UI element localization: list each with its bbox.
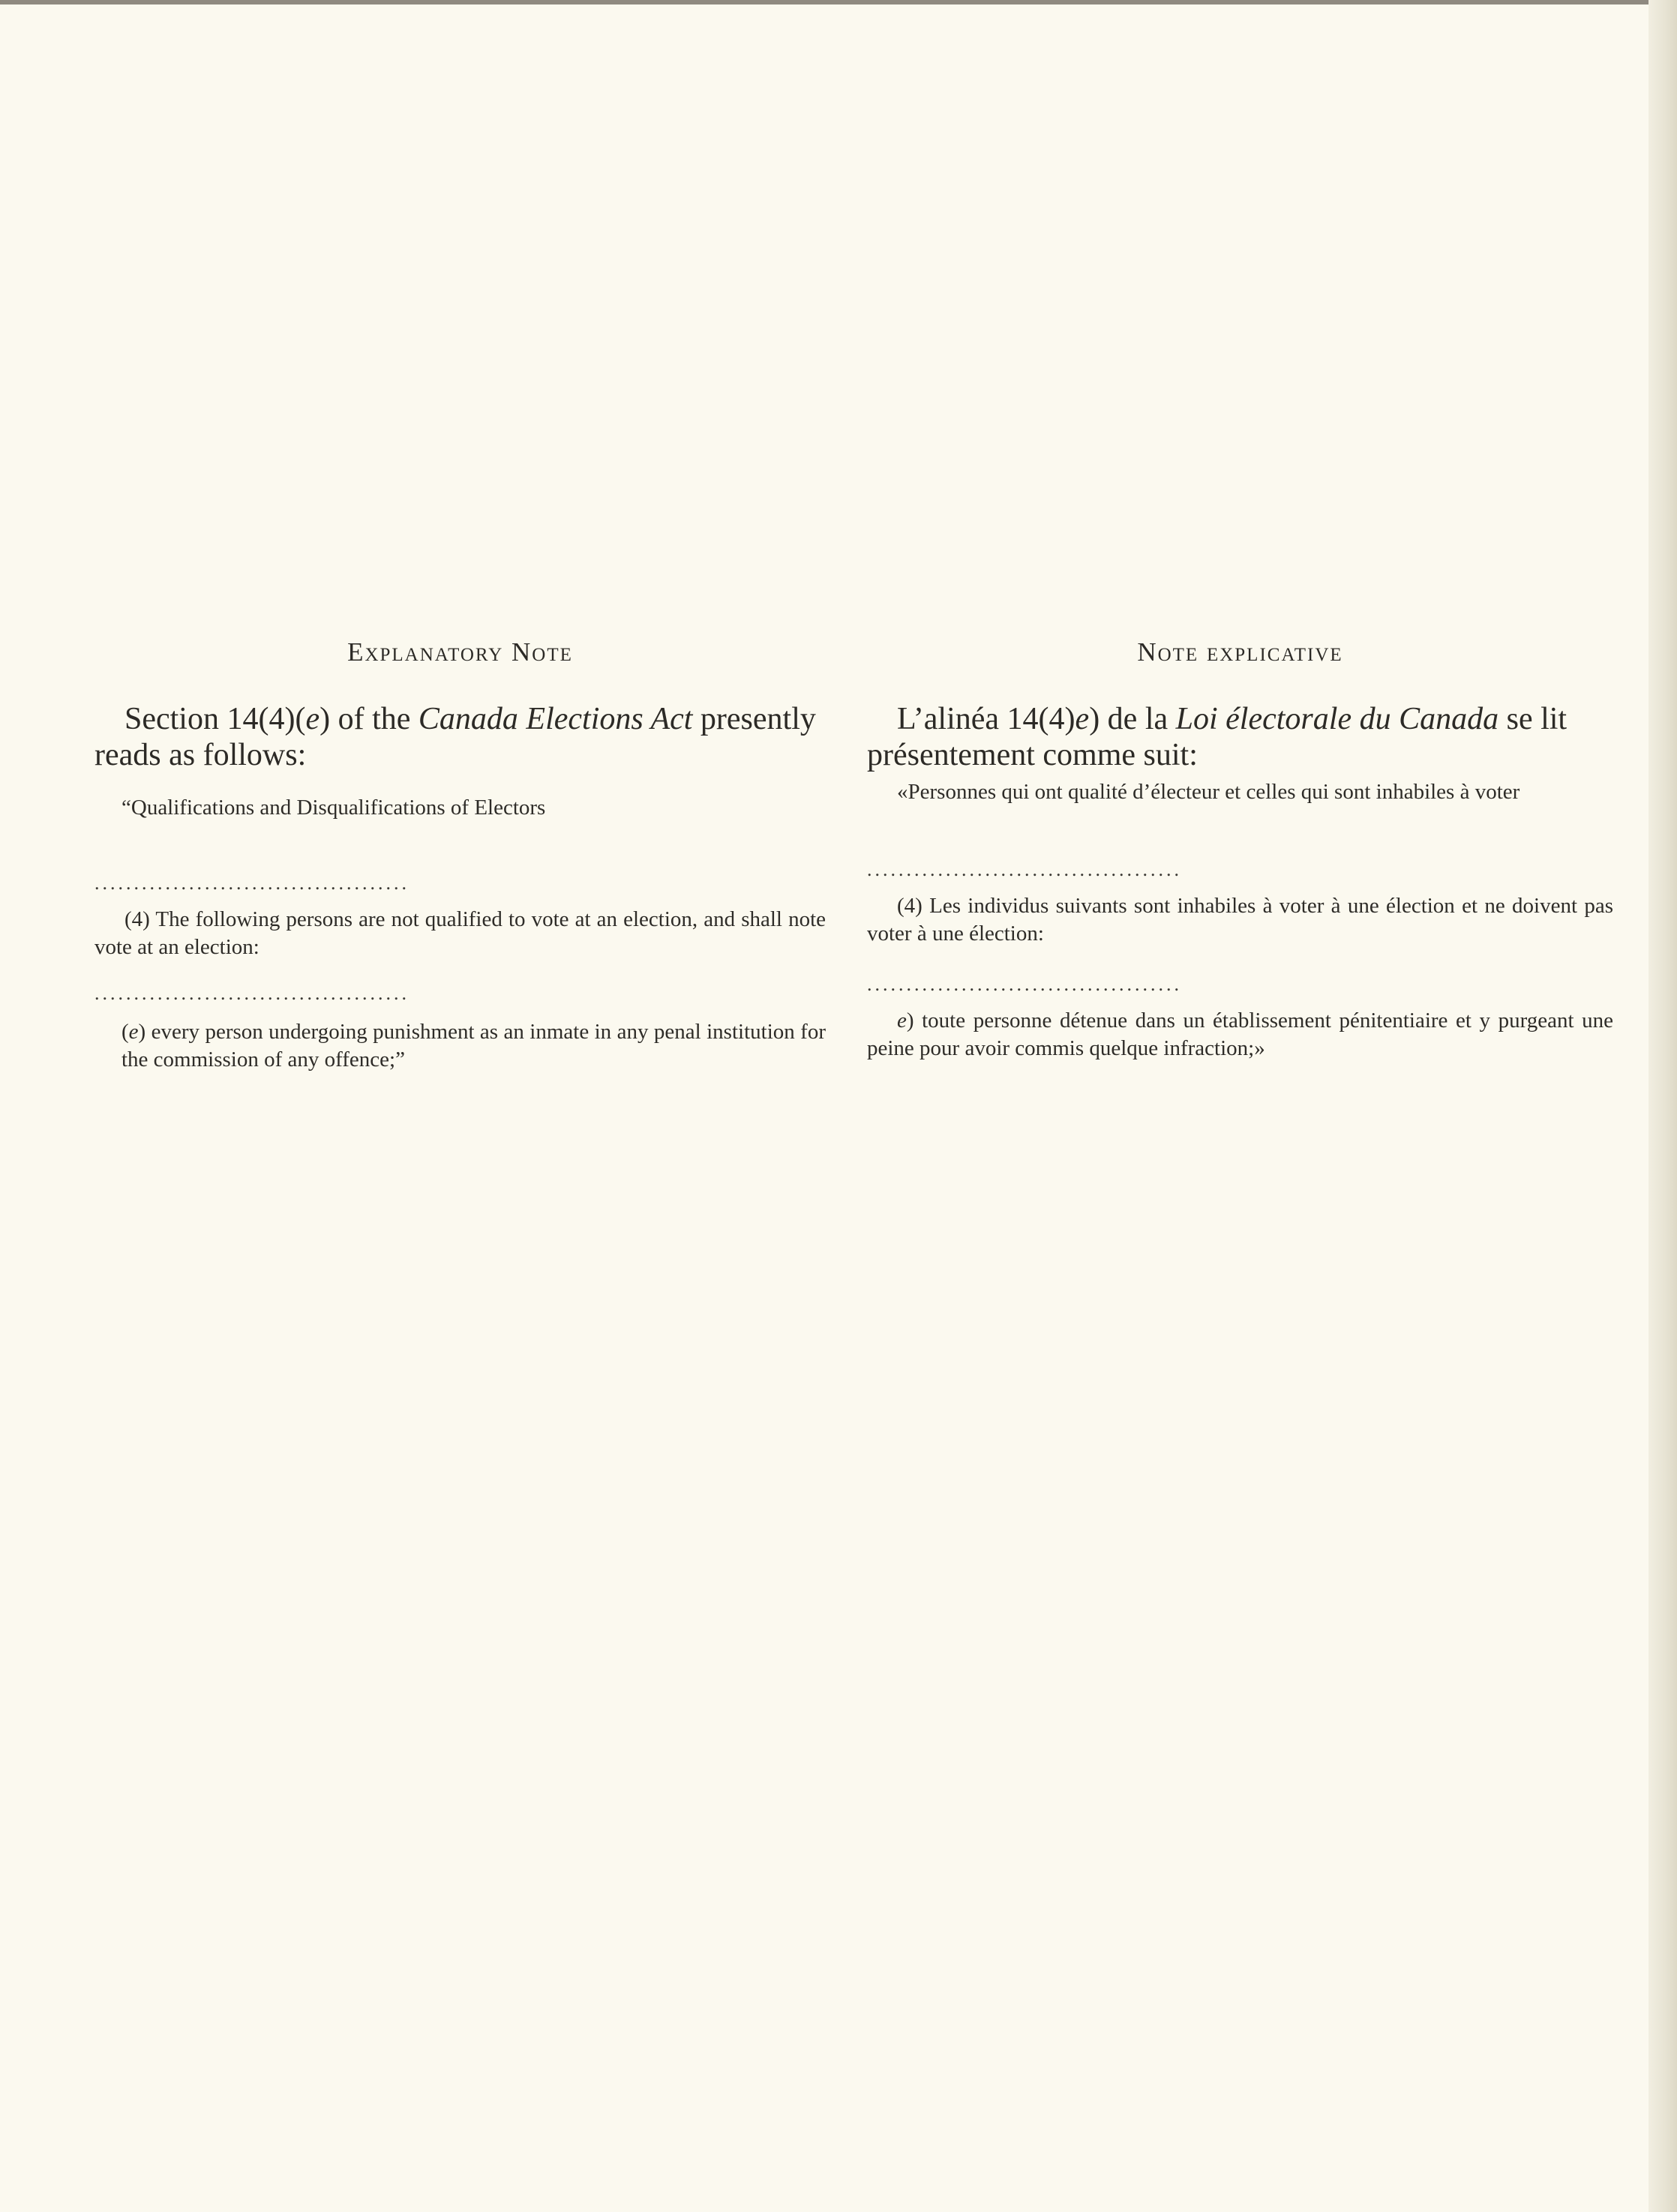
english-dots-2: ........................................: [94, 982, 410, 1004]
english-intro: [94, 701, 826, 773]
english-intro-post: presently reads as follows:: [94, 702, 816, 772]
french-intro-pre: L’alinéa 14(4): [897, 702, 1076, 736]
english-act-name: Canada Elections Act: [418, 702, 693, 736]
french-act-name: Loi électorale du Canada: [1175, 702, 1499, 736]
french-quote-title: «Personnes qui ont qualité d’électeur et celles qui sont inhabiles à voter: [897, 780, 1520, 804]
english-para-e-open: (: [122, 1020, 129, 1044]
english-subsection-4: (4) The following persons are not qualified to vote at an election, and shall note vote at an election:: [94, 907, 826, 959]
english-heading: Explanatory Note: [347, 637, 573, 667]
french-para-e-letter: e: [897, 1009, 907, 1033]
french-intro-e: e: [1075, 702, 1090, 736]
english-quote-title: “Qualifications and Disqualifications of Electors: [122, 796, 546, 820]
english-paragraph-e: [94, 1018, 826, 1074]
page-top-edge: [0, 0, 1650, 4]
french-dots-2: ........................................: [867, 973, 1182, 995]
english-intro-e: e: [305, 702, 320, 736]
french-intro: [867, 701, 1613, 773]
french-subsection-4: (4) Les individus suivants sont inhabiles à voter à une élection et ne doivent pas voter à une élection:: [867, 894, 1613, 946]
english-para-e-text: ) every person undergoing punishment as an inmate in any penal institution for the commission of any offence;”: [122, 1020, 826, 1072]
french-intro-mid: ) de la: [1089, 702, 1176, 736]
english-intro-mid: ) of the: [320, 702, 418, 736]
english-para-e-letter: e: [128, 1020, 139, 1044]
french-paragraph-e: [867, 1007, 1613, 1063]
french-intro-post: se lit présentement comme suit:: [867, 702, 1568, 772]
english-intro-pre: Section 14(4)(: [124, 702, 306, 736]
french-dots-1: ........................................: [867, 859, 1182, 880]
french-para-e-text: ) toute personne détenue dans un établissement pénitentiaire et y purgeant une peine pour avoir commis quelque infraction;»: [867, 1009, 1613, 1060]
english-dots-1: ........................................: [94, 872, 410, 894]
french-heading: Note explicative: [1137, 637, 1343, 667]
page-right-edge-shadow: [1648, 0, 1677, 2212]
